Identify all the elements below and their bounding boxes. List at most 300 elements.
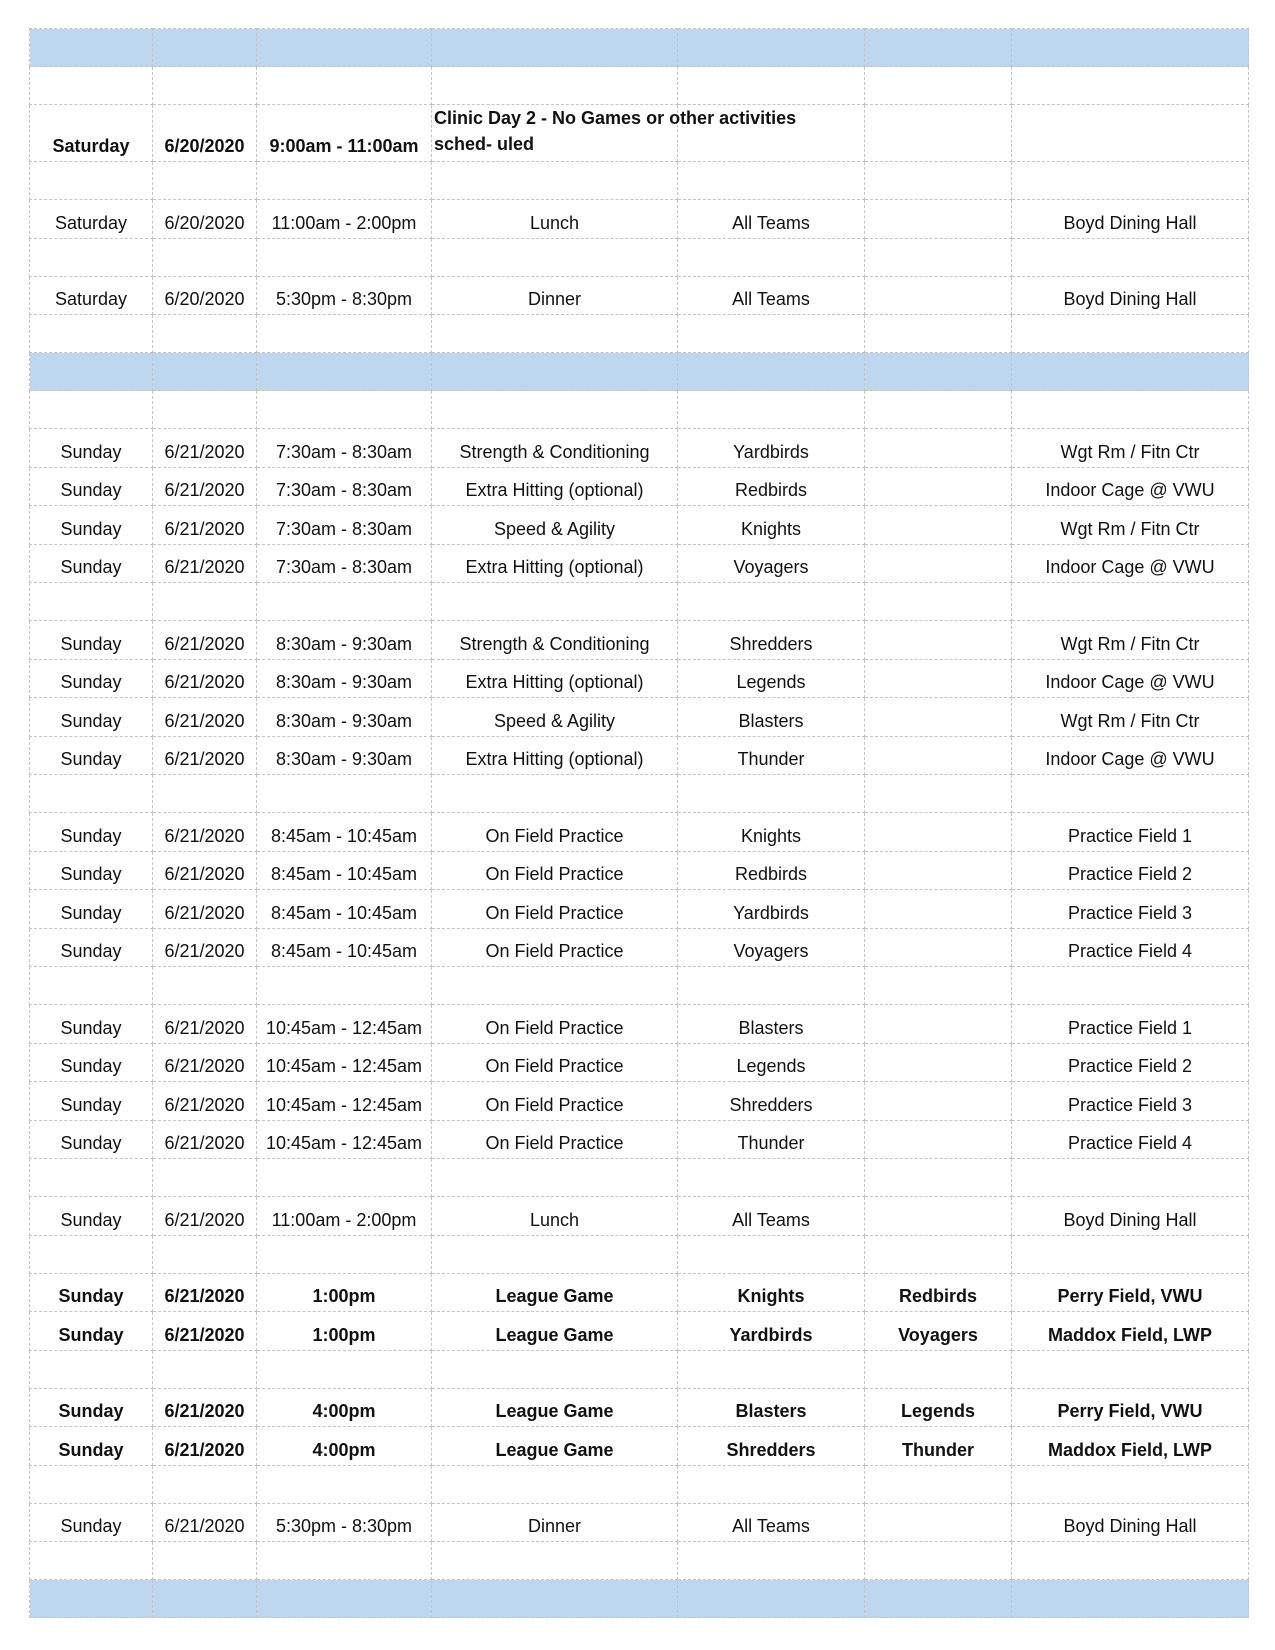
spacer-row xyxy=(30,391,1249,429)
activity-cell: Extra Hitting (optional) xyxy=(432,659,678,698)
opponent-cell xyxy=(865,1120,1012,1159)
empty-cell xyxy=(1012,1465,1249,1503)
date-cell: 6/21/2020 xyxy=(153,1082,257,1121)
date-cell: 6/21/2020 xyxy=(153,659,257,698)
empty-cell xyxy=(257,967,432,1005)
team-cell: Legends xyxy=(678,1043,865,1082)
team-cell: Blasters xyxy=(678,1388,865,1427)
empty-cell xyxy=(257,391,432,429)
empty-cell xyxy=(678,967,865,1005)
location-cell: Wgt Rm / Fitn Ctr xyxy=(1012,698,1249,737)
opponent-cell xyxy=(865,890,1012,929)
clinic-row xyxy=(30,105,1249,162)
schedule-row xyxy=(30,621,1249,660)
schedule-row xyxy=(30,851,1249,890)
empty-cell xyxy=(30,162,153,200)
schedule-row xyxy=(30,467,1249,506)
team-cell: All Teams xyxy=(678,1197,865,1236)
team-cell: Yardbirds xyxy=(678,890,865,929)
empty-cell xyxy=(865,315,1012,353)
empty-cell xyxy=(432,391,678,429)
date-cell: 6/21/2020 xyxy=(153,1427,257,1466)
date-cell: 6/21/2020 xyxy=(153,1388,257,1427)
activity-cell: Dinner xyxy=(432,1503,678,1542)
activity-cell: Extra Hitting (optional) xyxy=(432,467,678,506)
time-cell: 9:00am - 11:00am xyxy=(257,105,432,162)
day-cell: Sunday xyxy=(30,621,153,660)
schedule-row xyxy=(30,200,1249,239)
time-cell: 8:30am - 9:30am xyxy=(257,736,432,775)
location-cell: Perry Field, VWU xyxy=(1012,1273,1249,1312)
band-cell xyxy=(865,29,1012,67)
spacer-row xyxy=(30,967,1249,1005)
team-cell: Shredders xyxy=(678,1427,865,1466)
day-cell: Sunday xyxy=(30,1120,153,1159)
time-cell: 8:45am - 10:45am xyxy=(257,928,432,967)
opponent-cell xyxy=(865,1082,1012,1121)
day-cell: Sunday xyxy=(30,928,153,967)
empty-cell xyxy=(678,1350,865,1388)
team-cell: Thunder xyxy=(678,736,865,775)
schedule-row xyxy=(30,928,1249,967)
empty-cell xyxy=(30,238,153,276)
band-cell xyxy=(678,29,865,67)
team-cell: Knights xyxy=(678,813,865,852)
band-cell xyxy=(153,353,257,391)
empty-cell xyxy=(678,583,865,621)
day-cell: Sunday xyxy=(30,659,153,698)
day-cell: Sunday xyxy=(30,890,153,929)
location-cell: Indoor Cage @ VWU xyxy=(1012,736,1249,775)
opponent-cell xyxy=(865,851,1012,890)
location-cell: Practice Field 4 xyxy=(1012,1120,1249,1159)
activity-cell: On Field Practice xyxy=(432,890,678,929)
band-cell xyxy=(257,29,432,67)
schedule-row xyxy=(30,1082,1249,1121)
team-cell: All Teams xyxy=(678,1503,865,1542)
spacer-row xyxy=(30,1159,1249,1197)
empty-cell xyxy=(30,391,153,429)
band-cell xyxy=(1012,353,1249,391)
time-cell: 7:30am - 8:30am xyxy=(257,467,432,506)
activity-cell: Extra Hitting (optional) xyxy=(432,736,678,775)
location-cell: Maddox Field, LWP xyxy=(1012,1312,1249,1351)
team-cell: Shredders xyxy=(678,1082,865,1121)
spacer-row xyxy=(30,1542,1249,1580)
schedule-row xyxy=(30,544,1249,583)
day-cell: Sunday xyxy=(30,1427,153,1466)
time-cell: 10:45am - 12:45am xyxy=(257,1043,432,1082)
opponent-cell: Thunder xyxy=(865,1427,1012,1466)
empty-cell xyxy=(30,1465,153,1503)
date-cell: 6/21/2020 xyxy=(153,506,257,545)
date-cell: 6/21/2020 xyxy=(153,1005,257,1044)
team-cell: Knights xyxy=(678,1273,865,1312)
schedule-row xyxy=(30,1043,1249,1082)
time-cell: 7:30am - 8:30am xyxy=(257,506,432,545)
opponent-cell xyxy=(865,928,1012,967)
date-cell: 6/21/2020 xyxy=(153,698,257,737)
day-cell: Sunday xyxy=(30,813,153,852)
empty-cell xyxy=(30,67,153,105)
empty-cell xyxy=(678,315,865,353)
empty-cell xyxy=(1012,1542,1249,1580)
empty-cell xyxy=(257,1465,432,1503)
schedule-row xyxy=(30,890,1249,929)
date-cell: 6/21/2020 xyxy=(153,736,257,775)
clinic-note: Clinic Day 2 - No Games or other activities sched- uled xyxy=(434,108,797,154)
spacer-row xyxy=(30,1350,1249,1388)
empty-cell xyxy=(153,775,257,813)
day-cell: Sunday xyxy=(30,1312,153,1351)
day-cell: Sunday xyxy=(30,1197,153,1236)
day-cell: Sunday xyxy=(30,1388,153,1427)
activity-cell: On Field Practice xyxy=(432,928,678,967)
band-cell xyxy=(153,29,257,67)
schedule-row xyxy=(30,813,1249,852)
empty-cell xyxy=(432,1542,678,1580)
spacer-row xyxy=(30,583,1249,621)
day-cell: Sunday xyxy=(30,1082,153,1121)
location-cell: Boyd Dining Hall xyxy=(1012,1503,1249,1542)
empty-cell xyxy=(865,967,1012,1005)
empty-cell xyxy=(30,583,153,621)
day-cell: Sunday xyxy=(30,467,153,506)
spacer-row xyxy=(30,775,1249,813)
clinic-note-cell xyxy=(432,105,797,162)
activity-cell: On Field Practice xyxy=(432,851,678,890)
time-cell: 8:45am - 10:45am xyxy=(257,851,432,890)
schedule-row xyxy=(30,1427,1249,1466)
activity-cell: League Game xyxy=(432,1388,678,1427)
opponent-cell xyxy=(865,621,1012,660)
day-cell: Sunday xyxy=(30,1273,153,1312)
section-band xyxy=(30,1580,1249,1618)
empty-cell xyxy=(153,967,257,1005)
empty-cell xyxy=(865,67,1012,105)
schedule-row xyxy=(30,1120,1249,1159)
empty-cell xyxy=(153,1159,257,1197)
empty-cell xyxy=(432,1465,678,1503)
spacer-row xyxy=(30,1235,1249,1273)
band-cell xyxy=(257,1580,432,1618)
date-cell: 6/21/2020 xyxy=(153,544,257,583)
opponent-cell xyxy=(865,276,1012,315)
empty-cell xyxy=(153,1542,257,1580)
location-cell: Indoor Cage @ VWU xyxy=(1012,544,1249,583)
empty-cell xyxy=(865,1350,1012,1388)
activity-cell: Extra Hitting (optional) xyxy=(432,544,678,583)
empty-cell xyxy=(678,1235,865,1273)
band-cell xyxy=(257,353,432,391)
activity-cell: Lunch xyxy=(432,200,678,239)
team-cell: Thunder xyxy=(678,1120,865,1159)
schedule-row xyxy=(30,1388,1249,1427)
spacer-row xyxy=(30,315,1249,353)
empty-cell xyxy=(432,1159,678,1197)
empty-cell xyxy=(865,391,1012,429)
schedule-row xyxy=(30,1005,1249,1044)
time-cell: 8:45am - 10:45am xyxy=(257,890,432,929)
empty-cell xyxy=(678,391,865,429)
empty-cell xyxy=(678,1159,865,1197)
location-cell: Practice Field 2 xyxy=(1012,851,1249,890)
day-cell: Saturday xyxy=(30,276,153,315)
empty-cell xyxy=(30,775,153,813)
empty-cell xyxy=(257,1542,432,1580)
band-cell xyxy=(1012,1580,1249,1618)
team-cell: Legends xyxy=(678,659,865,698)
schedule-row xyxy=(30,659,1249,698)
day-cell: Saturday xyxy=(30,200,153,239)
spacer-row xyxy=(30,162,1249,200)
day-cell: Sunday xyxy=(30,429,153,468)
band-cell xyxy=(865,1580,1012,1618)
band-cell xyxy=(865,353,1012,391)
date-cell: 6/21/2020 xyxy=(153,890,257,929)
team-cell: All Teams xyxy=(678,276,865,315)
location-cell: Boyd Dining Hall xyxy=(1012,276,1249,315)
team-cell: Yardbirds xyxy=(678,429,865,468)
activity-cell: League Game xyxy=(432,1427,678,1466)
day-cell: Sunday xyxy=(30,1005,153,1044)
opponent-cell xyxy=(865,544,1012,583)
team-cell: Knights xyxy=(678,506,865,545)
activity-cell: On Field Practice xyxy=(432,1043,678,1082)
empty-cell xyxy=(153,391,257,429)
section-band xyxy=(30,29,1249,67)
location-cell: Wgt Rm / Fitn Ctr xyxy=(1012,429,1249,468)
empty-cell xyxy=(678,162,865,200)
activity-cell: League Game xyxy=(432,1273,678,1312)
empty-cell xyxy=(678,238,865,276)
empty-cell xyxy=(432,583,678,621)
activity-cell: On Field Practice xyxy=(432,1005,678,1044)
team-cell: Blasters xyxy=(678,698,865,737)
location-cell: Practice Field 3 xyxy=(1012,890,1249,929)
empty-cell xyxy=(153,238,257,276)
date-cell: 6/21/2020 xyxy=(153,928,257,967)
time-cell: 4:00pm xyxy=(257,1427,432,1466)
empty-cell xyxy=(865,1465,1012,1503)
location-cell: Practice Field 4 xyxy=(1012,928,1249,967)
spacer-row xyxy=(30,238,1249,276)
schedule-row xyxy=(30,1273,1249,1312)
time-cell: 8:30am - 9:30am xyxy=(257,698,432,737)
empty-cell xyxy=(1012,1235,1249,1273)
empty-cell xyxy=(1012,238,1249,276)
time-cell: 8:30am - 9:30am xyxy=(257,659,432,698)
empty-cell xyxy=(432,1350,678,1388)
empty-cell xyxy=(432,162,678,200)
empty-cell xyxy=(865,1159,1012,1197)
schedule-row xyxy=(30,276,1249,315)
time-cell: 10:45am - 12:45am xyxy=(257,1120,432,1159)
empty-cell xyxy=(865,583,1012,621)
day-cell: Sunday xyxy=(30,698,153,737)
empty-cell xyxy=(257,1235,432,1273)
opponent-cell xyxy=(865,200,1012,239)
empty-cell xyxy=(1012,391,1249,429)
location-cell: Boyd Dining Hall xyxy=(1012,200,1249,239)
empty-cell xyxy=(865,1235,1012,1273)
band-cell xyxy=(678,1580,865,1618)
opponent-cell xyxy=(865,736,1012,775)
team-cell: Blasters xyxy=(678,1005,865,1044)
time-cell: 5:30pm - 8:30pm xyxy=(257,1503,432,1542)
band-cell xyxy=(153,1580,257,1618)
empty-cell xyxy=(432,238,678,276)
time-cell: 7:30am - 8:30am xyxy=(257,544,432,583)
empty-cell xyxy=(153,583,257,621)
empty-cell xyxy=(30,1350,153,1388)
date-cell: 6/20/2020 xyxy=(153,200,257,239)
empty-cell xyxy=(865,238,1012,276)
empty-cell xyxy=(153,162,257,200)
empty-cell xyxy=(153,1350,257,1388)
empty-cell xyxy=(1012,967,1249,1005)
location-cell: Boyd Dining Hall xyxy=(1012,1197,1249,1236)
empty-cell xyxy=(30,967,153,1005)
location-cell: Maddox Field, LWP xyxy=(1012,1427,1249,1466)
time-cell: 1:00pm xyxy=(257,1312,432,1351)
opponent-cell xyxy=(865,429,1012,468)
empty-cell xyxy=(257,775,432,813)
schedule-row xyxy=(30,736,1249,775)
location-cell: Practice Field 2 xyxy=(1012,1043,1249,1082)
empty-cell xyxy=(432,1235,678,1273)
opponent-cell xyxy=(865,813,1012,852)
empty-cell xyxy=(153,1465,257,1503)
date-cell: 6/20/2020 xyxy=(153,276,257,315)
schedule-row xyxy=(30,429,1249,468)
schedule-row xyxy=(30,698,1249,737)
schedule-table xyxy=(29,28,1249,1618)
day-cell: Sunday xyxy=(30,851,153,890)
opponent-cell xyxy=(865,1197,1012,1236)
team-cell: Shredders xyxy=(678,621,865,660)
activity-cell: Strength & Conditioning xyxy=(432,621,678,660)
activity-cell: On Field Practice xyxy=(432,1120,678,1159)
activity-cell: Strength & Conditioning xyxy=(432,429,678,468)
team-cell: Redbirds xyxy=(678,851,865,890)
team-cell: Voyagers xyxy=(678,544,865,583)
band-cell xyxy=(432,353,678,391)
location-cell: Indoor Cage @ VWU xyxy=(1012,659,1249,698)
location-cell: Perry Field, VWU xyxy=(1012,1388,1249,1427)
band-cell xyxy=(432,1580,678,1618)
location-cell: Practice Field 1 xyxy=(1012,1005,1249,1044)
location-cell: Wgt Rm / Fitn Ctr xyxy=(1012,506,1249,545)
empty-cell xyxy=(1012,162,1249,200)
schedule-body xyxy=(30,29,1249,1618)
schedule-row xyxy=(30,1312,1249,1351)
empty-cell xyxy=(257,583,432,621)
activity-cell: Speed & Agility xyxy=(432,506,678,545)
date-cell: 6/20/2020 xyxy=(153,105,257,162)
activity-cell: Dinner xyxy=(432,276,678,315)
time-cell: 11:00am - 2:00pm xyxy=(257,1197,432,1236)
time-cell: 11:00am - 2:00pm xyxy=(257,200,432,239)
empty-cell xyxy=(30,1542,153,1580)
empty-cell xyxy=(153,1235,257,1273)
opponent-cell: Redbirds xyxy=(865,1273,1012,1312)
opponent-cell xyxy=(865,1043,1012,1082)
empty-cell xyxy=(865,162,1012,200)
date-cell: 6/21/2020 xyxy=(153,1043,257,1082)
empty-cell xyxy=(1012,315,1249,353)
time-cell: 1:00pm xyxy=(257,1273,432,1312)
empty-cell xyxy=(865,1542,1012,1580)
location-cell: Indoor Cage @ VWU xyxy=(1012,467,1249,506)
empty-cell xyxy=(865,775,1012,813)
schedule-row xyxy=(30,1503,1249,1542)
empty-cell xyxy=(257,67,432,105)
empty-cell xyxy=(153,67,257,105)
activity-cell: On Field Practice xyxy=(432,1082,678,1121)
empty-cell xyxy=(30,1235,153,1273)
date-cell: 6/21/2020 xyxy=(153,813,257,852)
section-band xyxy=(30,353,1249,391)
activity-cell: On Field Practice xyxy=(432,813,678,852)
team-cell: Redbirds xyxy=(678,467,865,506)
empty-cell xyxy=(1012,67,1249,105)
empty-cell xyxy=(30,1159,153,1197)
band-cell xyxy=(1012,29,1249,67)
empty-cell xyxy=(432,315,678,353)
location-cell: Practice Field 3 xyxy=(1012,1082,1249,1121)
opponent-cell xyxy=(865,1503,1012,1542)
time-cell: 7:30am - 8:30am xyxy=(257,429,432,468)
day-cell: Sunday xyxy=(30,506,153,545)
empty-cell xyxy=(432,967,678,1005)
empty-cell xyxy=(257,238,432,276)
empty-cell xyxy=(1012,105,1249,162)
time-cell: 4:00pm xyxy=(257,1388,432,1427)
empty-cell xyxy=(1012,775,1249,813)
date-cell: 6/21/2020 xyxy=(153,851,257,890)
band-cell xyxy=(432,29,678,67)
team-cell: Voyagers xyxy=(678,928,865,967)
empty-cell xyxy=(257,1159,432,1197)
empty-cell xyxy=(432,775,678,813)
empty-cell xyxy=(1012,1350,1249,1388)
band-cell xyxy=(678,353,865,391)
date-cell: 6/21/2020 xyxy=(153,1273,257,1312)
band-cell xyxy=(30,353,153,391)
location-cell: Wgt Rm / Fitn Ctr xyxy=(1012,621,1249,660)
empty-cell xyxy=(865,105,1012,162)
time-cell: 8:30am - 9:30am xyxy=(257,621,432,660)
opponent-cell xyxy=(865,506,1012,545)
date-cell: 6/21/2020 xyxy=(153,1312,257,1351)
empty-cell xyxy=(678,1465,865,1503)
empty-cell xyxy=(678,1542,865,1580)
empty-cell xyxy=(1012,1159,1249,1197)
location-cell: Practice Field 1 xyxy=(1012,813,1249,852)
spacer-row xyxy=(30,1465,1249,1503)
day-cell: Sunday xyxy=(30,1503,153,1542)
empty-cell xyxy=(257,1350,432,1388)
spacer-row xyxy=(30,67,1249,105)
time-cell: 8:45am - 10:45am xyxy=(257,813,432,852)
date-cell: 6/21/2020 xyxy=(153,429,257,468)
opponent-cell: Legends xyxy=(865,1388,1012,1427)
opponent-cell xyxy=(865,698,1012,737)
day-cell: Saturday xyxy=(30,105,153,162)
date-cell: 6/21/2020 xyxy=(153,467,257,506)
opponent-cell xyxy=(865,659,1012,698)
